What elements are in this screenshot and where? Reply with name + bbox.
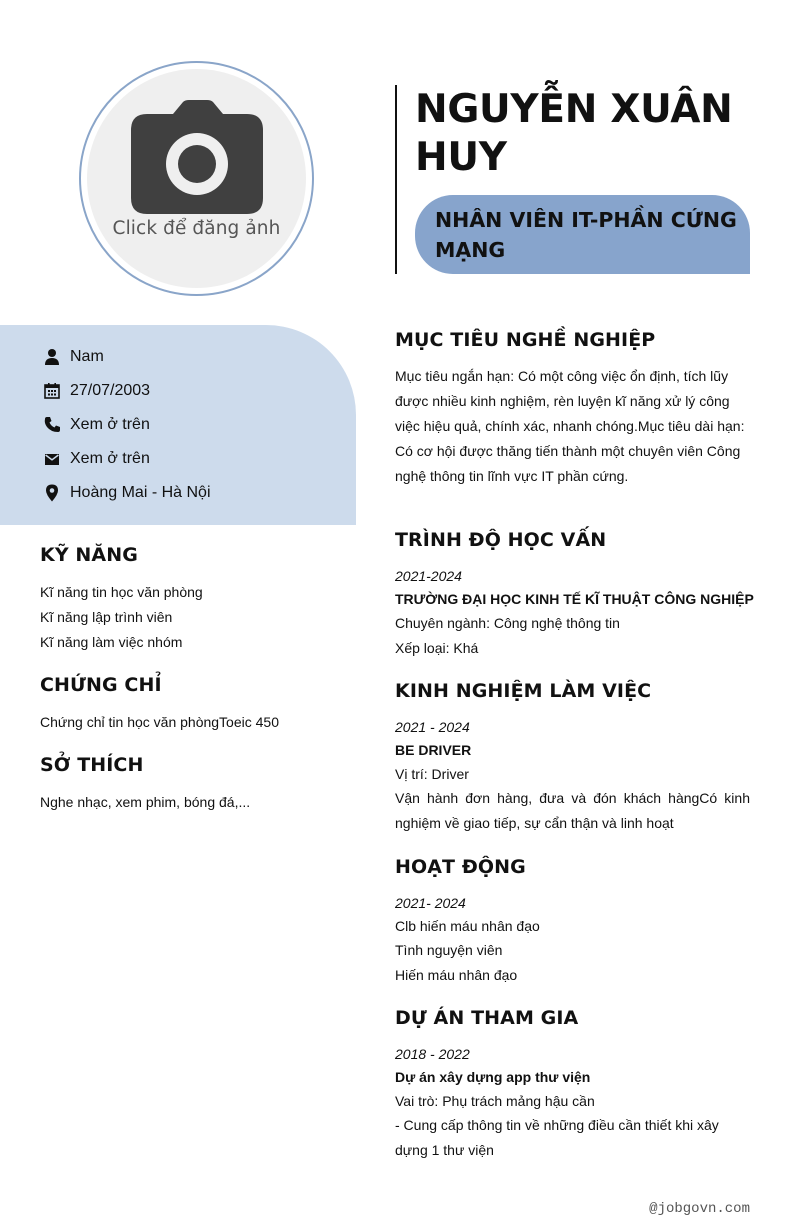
person-icon [42,347,62,367]
contact-panel [0,325,356,525]
name-line-1: NGUYỄN XUÂN [415,87,733,132]
education-school: TRƯỜNG ĐẠI HỌC KINH TẾ KĨ THUẬT CÔNG NGHIỆP [395,591,754,607]
birthday-value: 27/07/2003 [70,382,151,399]
gender-value: Nam [70,348,104,365]
skill-item: Kĩ năng lập trình viên [40,609,173,625]
project-description: - Cung cấp thông tin về những điều cần thiết khi xây dựng 1 thư viện [395,1117,719,1158]
certificate-text: Chứng chỉ tin học văn phòngToeic 450 [40,714,279,730]
skill-item: Kĩ năng làm việc nhóm [40,634,183,650]
contact-address [42,481,211,505]
avatar-upload[interactable] [79,61,314,296]
name-divider [395,85,397,274]
watermark: @jobgovn.com [649,1201,750,1217]
hobbies-heading: SỞ THÍCH [40,754,144,776]
full-name [415,86,755,182]
email-value: Xem ở trên [70,450,150,467]
education-major: Chuyên ngành: Công nghệ thông tin [395,615,620,631]
location-pin-icon [42,483,62,503]
contact-gender [42,345,104,369]
experience-period: 2021 - 2024 [395,719,470,735]
position-badge: NHÂN VIÊN IT-PHẦN CỨNG MẠNG [415,195,750,274]
mail-icon [42,449,62,469]
name-line-2: HUY [415,135,507,180]
objective-heading: MỤC TIÊU NGHỀ NGHIỆP [395,329,656,351]
objective-text: Mục tiêu ngắn hạn: Có một công việc ổn định, tích lũy được nhiều kinh nghiệm, rèn luyện kĩ năng xử lý công việc hiệu quả, chính xác, nhanh chóng.Mục tiêu dài hạn: Có cơ hội được thăng tiến thành một chuyên viên Công nghệ thông tin lĩnh vực IT phần cứng. [395,368,745,484]
phone-value: Xem ở trên [70,416,150,433]
skills-heading: KỸ NĂNG [40,544,138,566]
education-heading: TRÌNH ĐỘ HỌC VẤN [395,529,607,551]
contact-phone [42,413,150,437]
project-period: 2018 - 2022 [395,1046,470,1062]
camera-icon [131,100,263,214]
phone-icon [42,415,62,435]
contact-birthday [42,379,150,403]
experience-heading: KINH NGHIỆM LÀM VIỆC [395,680,652,702]
experience-description: Vận hành đơn hàng, đưa và đón khách hàngCó kinh nghiệm về giao tiếp, sự cẩn thận và linh hoạt [395,790,750,831]
project-name: Dự án xây dựng app thư viện [395,1069,591,1085]
activity-item: Tình nguyện viên [395,942,503,958]
project-role: Vai trò: Phụ trách mảng hậu cần [395,1093,595,1109]
experience-role: Vị trí: Driver [395,766,469,782]
avatar[interactable] [87,69,306,288]
avatar-caption: Click để đăng ảnh [112,218,281,239]
address-value: Hoàng Mai - Hà Nội [70,484,211,501]
activity-item: Clb hiến máu nhân đạo [395,918,540,934]
education-period: 2021-2024 [395,568,462,584]
hobbies-text: Nghe nhạc, xem phim, bóng đá,... [40,794,251,810]
contact-email [42,447,150,471]
activities-heading: HOẠT ĐỘNG [395,856,526,878]
calendar-icon [42,381,62,401]
activities-period: 2021- 2024 [395,895,466,911]
projects-heading: DỰ ÁN THAM GIA [395,1007,579,1029]
skill-item: Kĩ năng tin học văn phòng [40,584,203,600]
experience-company: BE DRIVER [395,742,472,758]
certificates-heading: CHỨNG CHỈ [40,674,162,696]
activity-item: Hiến máu nhân đạo [395,967,518,983]
education-grade: Xếp loại: Khá [395,640,479,656]
